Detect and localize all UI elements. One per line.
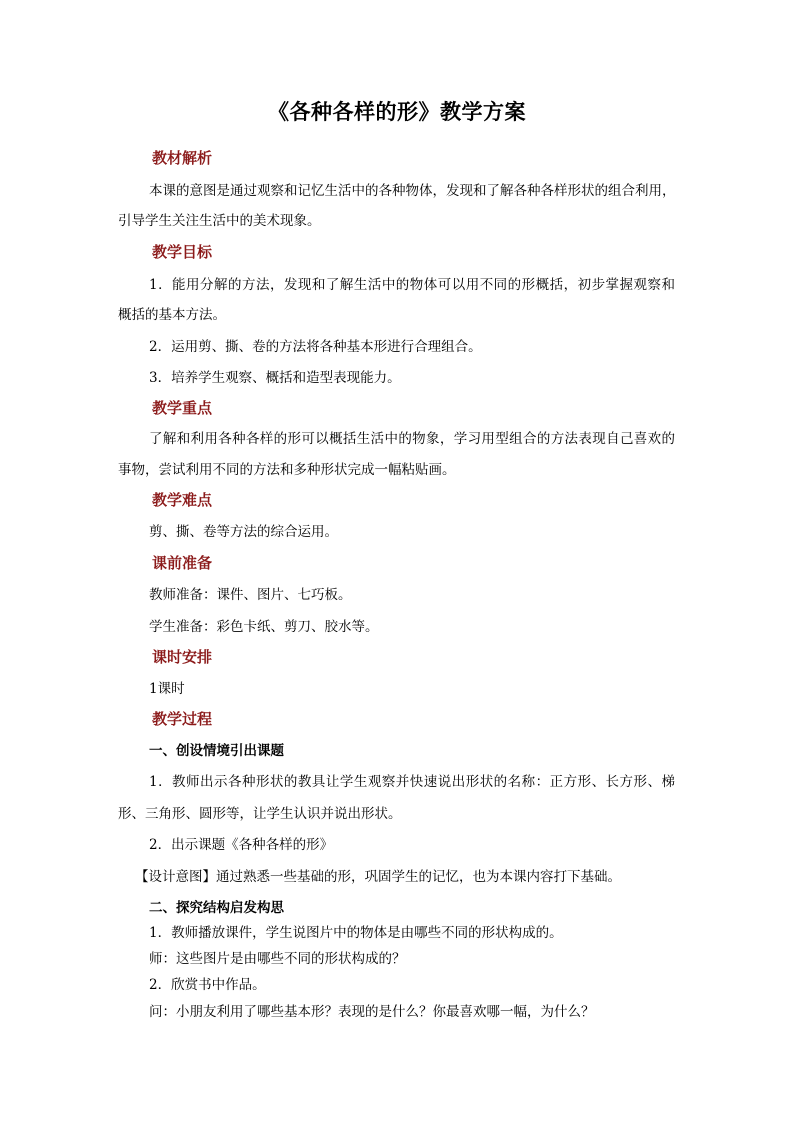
paragraph-line: 教师准备：课件、图片、七巧板。 xyxy=(149,587,352,603)
subsection-title: 二、探究结构启发构思 xyxy=(149,900,284,916)
paragraph-line: 形、三角形、圆形等，让学生认识并说出形状。 xyxy=(118,806,402,822)
paragraph-line: 事物，尝试利用不同的方法和多种形状完成一幅粘贴画。 xyxy=(118,462,456,478)
paragraph-line: 2．运用剪、撕、卷的方法将各种基本形进行合理组合。 xyxy=(149,339,482,355)
paragraph-line: 2．出示课题《各种各样的形》 xyxy=(149,837,334,853)
paragraph-line: 1．教师出示各种形状的教具让学生观察并快速说出形状的名称：正方形、长方形、梯 xyxy=(149,774,675,790)
paragraph-line: 1．能用分解的方法，发现和了解生活中的物体可以用不同的形概括，初步掌握观察和 xyxy=(149,277,675,293)
section-heading-goals: 教学目标 xyxy=(152,243,213,261)
paragraph-line: 1．教师播放课件，学生说图片中的物体是由哪些不同的形状构成的。 xyxy=(149,925,563,941)
paragraph-line: 剪、撕、卷等方法的综合运用。 xyxy=(149,524,338,540)
paragraph-line: 引导学生关注生活中的美术现象。 xyxy=(118,213,321,229)
section-heading-difficulties: 教学难点 xyxy=(152,491,213,509)
paragraph-line: 1课时 xyxy=(149,681,185,697)
section-heading-schedule: 课时安排 xyxy=(152,648,213,666)
paragraph-line: 了解和利用各种各样的形可以概括生活中的物象，学习用型组合的方法表现自己喜欢的 xyxy=(149,431,675,447)
paragraph-line: 学生准备：彩色卡纸、剪刀、胶水等。 xyxy=(149,619,379,635)
subsection-title: 一、创设情境引出课题 xyxy=(149,743,284,759)
section-heading-key-points: 教学重点 xyxy=(152,399,213,417)
paragraph-line: 概括的基本方法。 xyxy=(118,307,226,323)
section-heading-analysis: 教材解析 xyxy=(152,149,213,167)
section-heading-preparation: 课前准备 xyxy=(152,554,213,572)
section-heading-process: 教学过程 xyxy=(152,710,213,728)
paragraph-line: 2．欣赏书中作品。 xyxy=(149,977,266,993)
paragraph-line: 问：小朋友利用了哪些基本形？表现的是什么？你最喜欢哪一幅，为什么？ xyxy=(149,1004,595,1020)
paragraph-line: 3．培养学生观察、概括和造型表现能力。 xyxy=(149,370,401,386)
paragraph-line: 【设计意图】通过熟悉一些基础的形，巩固学生的记忆，也为本课内容打下基础。 xyxy=(135,869,621,885)
paragraph-line: 本课的意图是通过观察和记忆生活中的各种物体，发现和了解各种各样形状的组合利用， xyxy=(149,183,676,199)
paragraph-line: 师：这些图片是由哪些不同的形状构成的？ xyxy=(149,951,406,967)
document-title: 《各种各样的形》教学方案 xyxy=(268,99,526,124)
